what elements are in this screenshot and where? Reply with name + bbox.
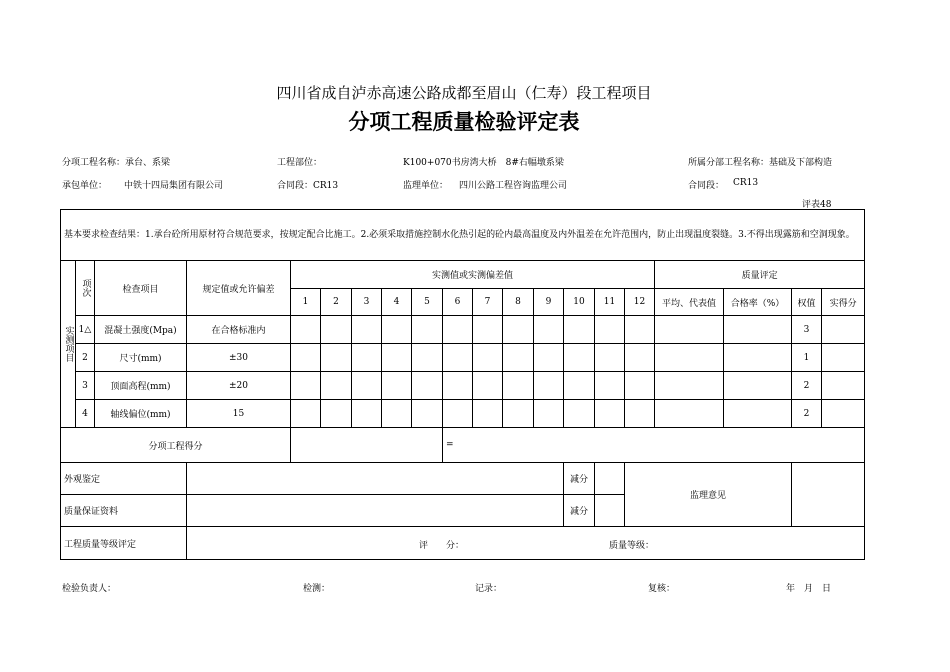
quality-docs-label: 质量保证资料 [61,495,187,527]
index-header: 项次 [76,261,95,316]
row-weight: 2 [792,400,822,428]
quality-grade-label: 质量等级： [609,541,655,551]
weight-header: 权值 [792,289,822,316]
basic-requirements: 基本要求检查结果：1.承台砼所用原材符合规范要求，按规定配合比施工。2.必须采取措施控制水化热引起的砼内最高温度及内外温差在允许范围内，防止出现温度裂缝。3.不得出现露筋和空洞现象。 [61,210,865,261]
deduct-label: 减分 [564,463,595,495]
row-item: 顶面高程(mm) [95,372,187,400]
col-number: 11 [595,289,625,316]
footer-record: 记录： [475,584,503,594]
table-row [61,316,865,344]
col-number: 6 [443,289,473,316]
col-number: 10 [564,289,595,316]
form-number: 评表48 [802,200,832,210]
row-weight: 2 [792,372,822,400]
grade-label: 工程质量等级评定 [61,527,187,560]
row-index: 4 [76,400,95,428]
table-row [61,344,865,372]
equals-sign: = [443,428,865,463]
contract-section-1: 合同段：CR13 [277,181,339,191]
contractor-value: 中铁十四局集团有限公司 [124,181,224,191]
row-item: 混凝土强度(Mpa) [95,316,187,344]
col-number: 12 [625,289,655,316]
footer-review: 复核： [648,584,676,594]
score-formula [291,428,443,463]
col-number: 2 [321,289,352,316]
pass-rate-header: 合格率（%） [724,289,792,316]
col-number: 7 [473,289,503,316]
footer-date: 年 月 日 [786,584,832,594]
supervisor-value: 四川公路工程咨询监理公司 [459,181,568,191]
row-index: 3 [76,372,95,400]
subitem-score-label: 分项工程得分 [61,428,291,463]
work-site-label: 工程部位： [277,158,323,168]
spec-header: 规定值或允许偏差 [187,261,291,316]
row-item: 轴线偏位(mm) [95,400,187,428]
row-spec: ±20 [187,372,291,400]
score-label: 评 分： [419,541,465,551]
work-site-value: K100+070书房湾大桥 8#右幅墩系梁 [403,158,564,168]
item-header: 检查项目 [95,261,187,316]
form-title: 分项工程质量检验评定表 [348,110,580,134]
grade-row [187,527,865,560]
table-row [61,372,865,400]
row-spec: ±30 [187,344,291,372]
col-number: 9 [534,289,564,316]
division-name: 所属分部工程名称：基础及下部构造 [688,158,833,168]
supervisor-label: 监理单位： [403,181,449,191]
row-spec: 15 [187,400,291,428]
contract-section-2-label: 合同段： [688,181,725,191]
supervision-opinion-label: 监理意见 [625,463,792,527]
row-spec: 在合格标准内 [187,316,291,344]
avg-header: 平均、代表值 [655,289,724,316]
subitem-name: 分项工程名称：承台、系梁 [62,158,171,168]
deduct-label: 减分 [564,495,595,527]
row-weight: 3 [792,316,822,344]
project-title: 四川省成自泸赤高速公路成都至眉山（仁寿）段工程项目 [276,84,652,102]
row-weight: 1 [792,344,822,372]
footer-testing: 检测： [303,584,331,594]
col-number: 4 [382,289,412,316]
score-header: 实得分 [822,289,865,316]
quality-header: 质量评定 [655,261,865,289]
inspection-table [60,209,865,560]
row-item: 尺寸(mm) [95,344,187,372]
col-number: 3 [352,289,382,316]
row-index: 2 [76,344,95,372]
col-number: 5 [412,289,443,316]
col-number: 8 [503,289,534,316]
measured-items-side-label: 实测项目 [61,261,76,428]
contract-section-2-value: CR13 [733,178,759,188]
footer-inspector: 检验负责人： [62,584,117,594]
appearance-label: 外观鉴定 [61,463,187,495]
table-row [61,400,865,428]
contractor-label: 承包单位： [62,181,108,191]
row-index: 1△ [76,316,95,344]
col-number: 1 [291,289,321,316]
measured-header: 实测值或实测偏差值 [291,261,655,289]
